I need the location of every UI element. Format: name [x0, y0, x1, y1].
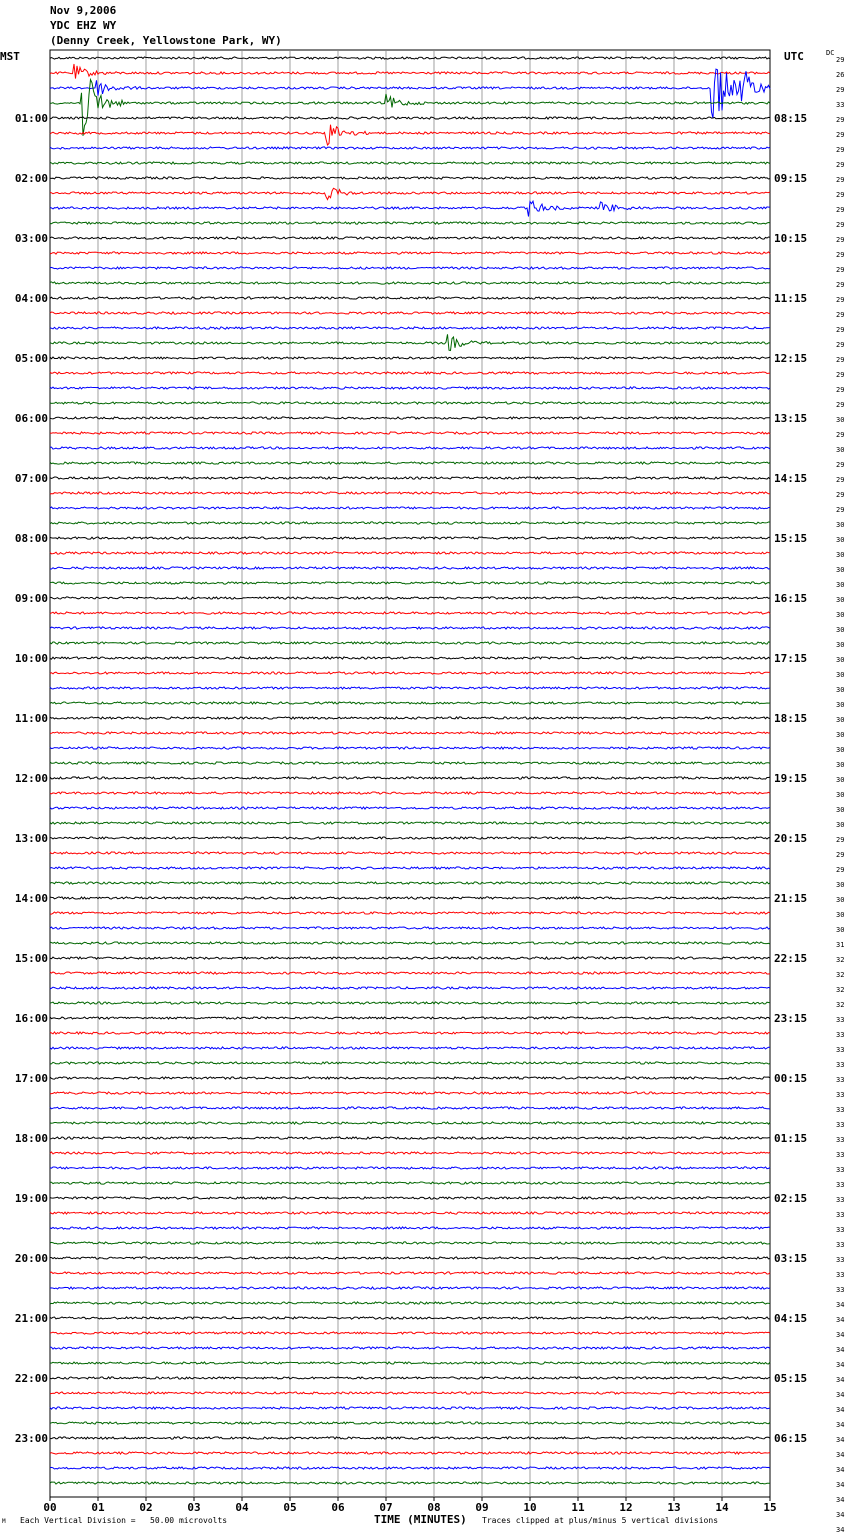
- right-hour-label-16: 23:15: [774, 1012, 808, 1025]
- trace-65: [50, 1032, 770, 1034]
- left-hour-label-14: 14:00: [14, 892, 48, 905]
- trace-32: [50, 537, 770, 539]
- dc-offset-40: 30: [836, 656, 845, 664]
- dc-offset-88: 34: [836, 1376, 845, 1384]
- trace-63: [50, 1002, 770, 1004]
- dc-offset-48: 30: [836, 776, 845, 784]
- trace-85: [50, 1332, 770, 1334]
- trace-94: [50, 1467, 770, 1469]
- location-label: (Denny Creek, Yellowstone Park, WY): [50, 34, 282, 47]
- dc-offset-83: 34: [836, 1301, 845, 1309]
- trace-59: [50, 942, 770, 944]
- dc-offset-41: 30: [836, 671, 845, 679]
- trace-42: [50, 687, 770, 689]
- trace-50: [50, 807, 770, 809]
- dc-offset-27: 29: [836, 461, 845, 469]
- right-hour-label-8: 15:15: [774, 532, 808, 545]
- trace-56: [50, 897, 770, 899]
- trace-89: [50, 1392, 770, 1394]
- dc-offset-13: 29: [836, 251, 845, 259]
- dc-offset-7: 29: [836, 161, 845, 169]
- dc-offset-33: 30: [836, 551, 845, 559]
- trace-60: [50, 957, 770, 959]
- left-hour-label-17: 17:00: [14, 1072, 48, 1085]
- trace-55: [50, 882, 770, 884]
- dc-offset-62: 32: [836, 986, 845, 994]
- trace-72: [50, 1137, 770, 1139]
- dc-offset-93: 34: [836, 1451, 845, 1459]
- division-note: Each Vertical Division = 50.00 microvolts: [20, 1516, 228, 1525]
- trace-71: [50, 1122, 770, 1124]
- trace-80: [50, 1257, 770, 1259]
- trace-6: [50, 147, 770, 149]
- x-tick-label-13: 13: [667, 1501, 681, 1514]
- trace-84: [50, 1317, 770, 1319]
- trace-79: [50, 1242, 770, 1244]
- trace-70: [50, 1107, 770, 1109]
- trace-49: [50, 792, 770, 794]
- left-hour-label-3: 03:00: [14, 232, 48, 245]
- dc-offset-53: 29: [836, 851, 845, 859]
- trace-7: [50, 162, 770, 164]
- dc-offset-66: 33: [836, 1046, 845, 1054]
- trace-66: [50, 1047, 770, 1049]
- left-hour-label-21: 21:00: [14, 1312, 48, 1325]
- trace-38: [50, 627, 770, 629]
- x-tick-label-7: 07: [379, 1501, 393, 1514]
- x-tick-label-8: 08: [427, 1501, 441, 1514]
- right-hour-label-3: 10:15: [774, 232, 808, 245]
- dc-offset-28: 29: [836, 476, 845, 484]
- trace-34: [50, 567, 770, 569]
- dc-label: DC: [826, 49, 835, 57]
- left-timezone-label: MST: [0, 50, 20, 63]
- left-hour-label-6: 06:00: [14, 412, 48, 425]
- x-tick-label-5: 05: [283, 1501, 297, 1514]
- dc-offset-91: 34: [836, 1421, 845, 1429]
- dc-offset-5: 29: [836, 131, 845, 139]
- dc-offset-89: 34: [836, 1391, 845, 1399]
- trace-16: [50, 297, 770, 299]
- x-tick-label-3: 03: [187, 1501, 201, 1514]
- right-hour-label-15: 22:15: [774, 952, 808, 965]
- dc-offset-45: 30: [836, 731, 845, 739]
- trace-86: [50, 1347, 770, 1349]
- trace-67: [50, 1062, 770, 1064]
- dc-offset-77: 33: [836, 1211, 845, 1219]
- left-hour-label-8: 08:00: [14, 532, 48, 545]
- left-hour-label-12: 12:00: [14, 772, 48, 785]
- dc-offset-6: 29: [836, 146, 845, 154]
- trace-43: [50, 702, 770, 704]
- dc-offset-20: 29: [836, 356, 845, 364]
- trace-77: [50, 1212, 770, 1214]
- right-hour-label-2: 09:15: [774, 172, 808, 185]
- right-hour-label-1: 08:15: [774, 112, 808, 125]
- dc-offset-1: 26: [836, 71, 845, 79]
- trace-39: [50, 642, 770, 644]
- right-hour-label-20: 03:15: [774, 1252, 808, 1265]
- dc-offset-81: 33: [836, 1271, 845, 1279]
- dc-offset-29: 29: [836, 491, 845, 499]
- dc-offset-68: 33: [836, 1076, 845, 1084]
- trace-35: [50, 582, 770, 584]
- right-hour-label-7: 14:15: [774, 472, 808, 485]
- dc-offset-74: 33: [836, 1166, 845, 1174]
- dc-offset-64: 33: [836, 1016, 845, 1024]
- trace-14: [50, 267, 770, 269]
- trace-68: [50, 1077, 770, 1079]
- dc-offset-26: 30: [836, 446, 845, 454]
- trace-51: [50, 822, 770, 824]
- trace-31: [50, 522, 770, 524]
- dc-offset-56: 30: [836, 896, 845, 904]
- trace-29: [50, 492, 770, 494]
- trace-8: [50, 177, 770, 179]
- x-tick-label-14: 14: [715, 1501, 729, 1514]
- left-hour-label-16: 16:00: [14, 1012, 48, 1025]
- station-label: YDC EHZ WY: [50, 19, 117, 32]
- dc-offset-52: 29: [836, 836, 845, 844]
- trace-78: [50, 1227, 770, 1229]
- right-hour-label-6: 13:15: [774, 412, 808, 425]
- dc-offset-8: 29: [836, 176, 845, 184]
- x-axis-title: TIME (MINUTES): [374, 1513, 467, 1526]
- left-hour-label-18: 18:00: [14, 1132, 48, 1145]
- dc-offset-55: 30: [836, 881, 845, 889]
- left-hour-label-10: 10:00: [14, 652, 48, 665]
- dc-offset-42: 30: [836, 686, 845, 694]
- dc-offset-90: 34: [836, 1406, 845, 1414]
- x-tick-label-11: 11: [571, 1501, 585, 1514]
- dc-offset-12: 29: [836, 236, 845, 244]
- clip-note: Traces clipped at plus/minus 5 vertical divisions: [482, 1516, 719, 1525]
- trace-90: [50, 1407, 770, 1409]
- trace-61: [50, 972, 770, 974]
- left-hour-label-5: 05:00: [14, 352, 48, 365]
- right-hour-label-12: 19:15: [774, 772, 808, 785]
- date-label: Nov 9,2006: [50, 4, 117, 17]
- dc-offset-30: 29: [836, 506, 845, 514]
- dc-offset-24: 30: [836, 416, 845, 424]
- dc-offset-43: 30: [836, 701, 845, 709]
- dc-offset-32: 30: [836, 536, 845, 544]
- dc-offset-15: 29: [836, 281, 845, 289]
- trace-18: [50, 327, 770, 329]
- left-hour-label-23: 23:00: [14, 1432, 48, 1445]
- x-tick-label-6: 06: [331, 1501, 345, 1514]
- left-hour-label-20: 20:00: [14, 1252, 48, 1265]
- trace-75: [50, 1182, 770, 1184]
- right-hour-label-23: 06:15: [774, 1432, 808, 1445]
- dc-offset-11: 29: [836, 221, 845, 229]
- trace-2: [50, 69, 770, 118]
- right-hour-label-22: 05:15: [774, 1372, 808, 1385]
- dc-offset-50: 30: [836, 806, 845, 814]
- trace-9: [50, 188, 770, 199]
- trace-30: [50, 507, 770, 509]
- dc-offset-58: 30: [836, 926, 845, 934]
- right-hour-label-14: 21:15: [774, 892, 808, 905]
- x-tick-label-4: 04: [235, 1501, 249, 1514]
- x-tick-label-10: 10: [523, 1501, 537, 1514]
- dc-offset-72: 33: [836, 1136, 845, 1144]
- trace-54: [50, 867, 770, 869]
- left-hour-label-9: 09:00: [14, 592, 48, 605]
- trace-24: [50, 417, 770, 419]
- dc-offset-69: 33: [836, 1091, 845, 1099]
- trace-73: [50, 1152, 770, 1154]
- dc-offset-79: 33: [836, 1241, 845, 1249]
- right-hour-label-19: 02:15: [774, 1192, 808, 1205]
- dc-offset-71: 33: [836, 1121, 845, 1129]
- right-hour-label-4: 11:15: [774, 292, 808, 305]
- trace-69: [50, 1092, 770, 1094]
- trace-26: [50, 447, 770, 449]
- trace-10: [50, 201, 770, 216]
- dc-offset-49: 30: [836, 791, 845, 799]
- dc-offset-34: 30: [836, 566, 845, 574]
- trace-62: [50, 987, 770, 989]
- trace-28: [50, 477, 770, 479]
- dc-offset-92: 34: [836, 1436, 845, 1444]
- dc-offset-84: 34: [836, 1316, 845, 1324]
- trace-83: [50, 1302, 770, 1304]
- dc-offset-94: 34: [836, 1466, 845, 1474]
- dc-offset-21: 29: [836, 371, 845, 379]
- dc-offset-35: 30: [836, 581, 845, 589]
- dc-offset-38: 30: [836, 626, 845, 634]
- trace-13: [50, 252, 770, 254]
- trace-21: [50, 372, 770, 374]
- trace-44: [50, 717, 770, 719]
- dc-offset-22: 29: [836, 386, 845, 394]
- trace-48: [50, 777, 770, 779]
- trace-57: [50, 912, 770, 914]
- dc-offset-2: 29: [836, 86, 845, 94]
- trace-1: [50, 64, 770, 79]
- dc-offset-31: 30: [836, 521, 845, 529]
- trace-47: [50, 762, 770, 764]
- trace-12: [50, 237, 770, 239]
- dc-offset-70: 33: [836, 1106, 845, 1114]
- trace-81: [50, 1272, 770, 1274]
- dc-offset-44: 30: [836, 716, 845, 724]
- dc-offset-82: 33: [836, 1286, 845, 1294]
- dc-offset-4: 29: [836, 116, 845, 124]
- dc-offset-3: 33: [836, 101, 845, 109]
- dc-offset-67: 33: [836, 1061, 845, 1069]
- trace-17: [50, 312, 770, 314]
- trace-76: [50, 1197, 770, 1199]
- right-hour-label-5: 12:15: [774, 352, 808, 365]
- dc-offset-36: 30: [836, 596, 845, 604]
- trace-11: [50, 222, 770, 224]
- x-tick-label-15: 15: [763, 1501, 777, 1514]
- x-tick-label-9: 09: [475, 1501, 489, 1514]
- trace-64: [50, 1017, 770, 1019]
- left-hour-label-1: 01:00: [14, 112, 48, 125]
- dc-offset-73: 33: [836, 1151, 845, 1159]
- trace-19: [50, 334, 770, 350]
- x-tick-label-2: 02: [139, 1501, 153, 1514]
- left-hour-label-13: 13:00: [14, 832, 48, 845]
- trace-41: [50, 672, 770, 674]
- dc-offset-65: 33: [836, 1031, 845, 1039]
- dc-offset-18: 29: [836, 326, 845, 334]
- dc-offset-51: 30: [836, 821, 845, 829]
- trace-23: [50, 402, 770, 404]
- dc-offset-46: 30: [836, 746, 845, 754]
- dc-offset-60: 32: [836, 956, 845, 964]
- left-hour-label-15: 15:00: [14, 952, 48, 965]
- dc-offset-85: 34: [836, 1331, 845, 1339]
- dc-offset-59: 31: [836, 941, 845, 949]
- dc-offset-98: 34: [836, 1526, 845, 1534]
- dc-offset-37: 30: [836, 611, 845, 619]
- right-hour-label-21: 04:15: [774, 1312, 808, 1325]
- dc-offset-96: 34: [836, 1496, 845, 1504]
- trace-5: [50, 125, 770, 145]
- dc-offset-9: 29: [836, 191, 845, 199]
- dc-offset-14: 29: [836, 266, 845, 274]
- right-hour-label-13: 20:15: [774, 832, 808, 845]
- trace-25: [50, 432, 770, 434]
- dc-offset-87: 34: [836, 1361, 845, 1369]
- trace-36: [50, 597, 770, 599]
- left-hour-label-19: 19:00: [14, 1192, 48, 1205]
- trace-45: [50, 732, 770, 734]
- dc-offset-25: 29: [836, 431, 845, 439]
- dc-offset-97: 34: [836, 1511, 845, 1519]
- trace-37: [50, 612, 770, 614]
- right-hour-label-17: 00:15: [774, 1072, 808, 1085]
- x-tick-label-12: 12: [619, 1501, 633, 1514]
- dc-offset-57: 30: [836, 911, 845, 919]
- right-hour-label-10: 17:15: [774, 652, 808, 665]
- dc-offset-86: 34: [836, 1346, 845, 1354]
- trace-27: [50, 462, 770, 464]
- dc-offset-76: 33: [836, 1196, 845, 1204]
- dc-offset-47: 30: [836, 761, 845, 769]
- trace-93: [50, 1452, 770, 1454]
- trace-88: [50, 1377, 770, 1379]
- left-hour-label-2: 02:00: [14, 172, 48, 185]
- dc-offset-75: 33: [836, 1181, 845, 1189]
- left-hour-label-11: 11:00: [14, 712, 48, 725]
- dc-offset-16: 29: [836, 296, 845, 304]
- dc-offset-61: 32: [836, 971, 845, 979]
- trace-58: [50, 927, 770, 929]
- left-hour-label-4: 04:00: [14, 292, 48, 305]
- dc-offset-95: 34: [836, 1481, 845, 1489]
- dc-offset-10: 29: [836, 206, 845, 214]
- trace-4: [50, 117, 770, 119]
- trace-33: [50, 552, 770, 554]
- trace-15: [50, 282, 770, 284]
- trace-53: [50, 852, 770, 854]
- right-hour-label-9: 16:15: [774, 592, 808, 605]
- right-hour-label-11: 18:15: [774, 712, 808, 725]
- right-hour-label-18: 01:15: [774, 1132, 808, 1145]
- x-tick-label-1: 01: [91, 1501, 105, 1514]
- x-tick-label-0: 00: [43, 1501, 57, 1514]
- right-timezone-label: UTC: [784, 50, 804, 63]
- dc-offset-39: 30: [836, 641, 845, 649]
- trace-46: [50, 747, 770, 749]
- left-hour-label-22: 22:00: [14, 1372, 48, 1385]
- dc-offset-19: 29: [836, 341, 845, 349]
- corner-mark: M: [2, 1518, 6, 1525]
- trace-20: [50, 357, 770, 359]
- trace-40: [50, 657, 770, 659]
- trace-0: [50, 57, 770, 59]
- dc-offset-63: 32: [836, 1001, 845, 1009]
- trace-91: [50, 1422, 770, 1424]
- dc-offset-80: 33: [836, 1256, 845, 1264]
- dc-offset-23: 29: [836, 401, 845, 409]
- dc-offset-0: 29: [836, 56, 845, 64]
- trace-74: [50, 1167, 770, 1169]
- trace-92: [50, 1437, 770, 1439]
- trace-52: [50, 837, 770, 839]
- dc-offset-17: 29: [836, 311, 845, 319]
- trace-22: [50, 387, 770, 389]
- trace-87: [50, 1362, 770, 1364]
- trace-82: [50, 1287, 770, 1289]
- dc-offset-54: 29: [836, 866, 845, 874]
- left-hour-label-7: 07:00: [14, 472, 48, 485]
- dc-offset-78: 33: [836, 1226, 845, 1234]
- trace-95: [50, 1482, 770, 1484]
